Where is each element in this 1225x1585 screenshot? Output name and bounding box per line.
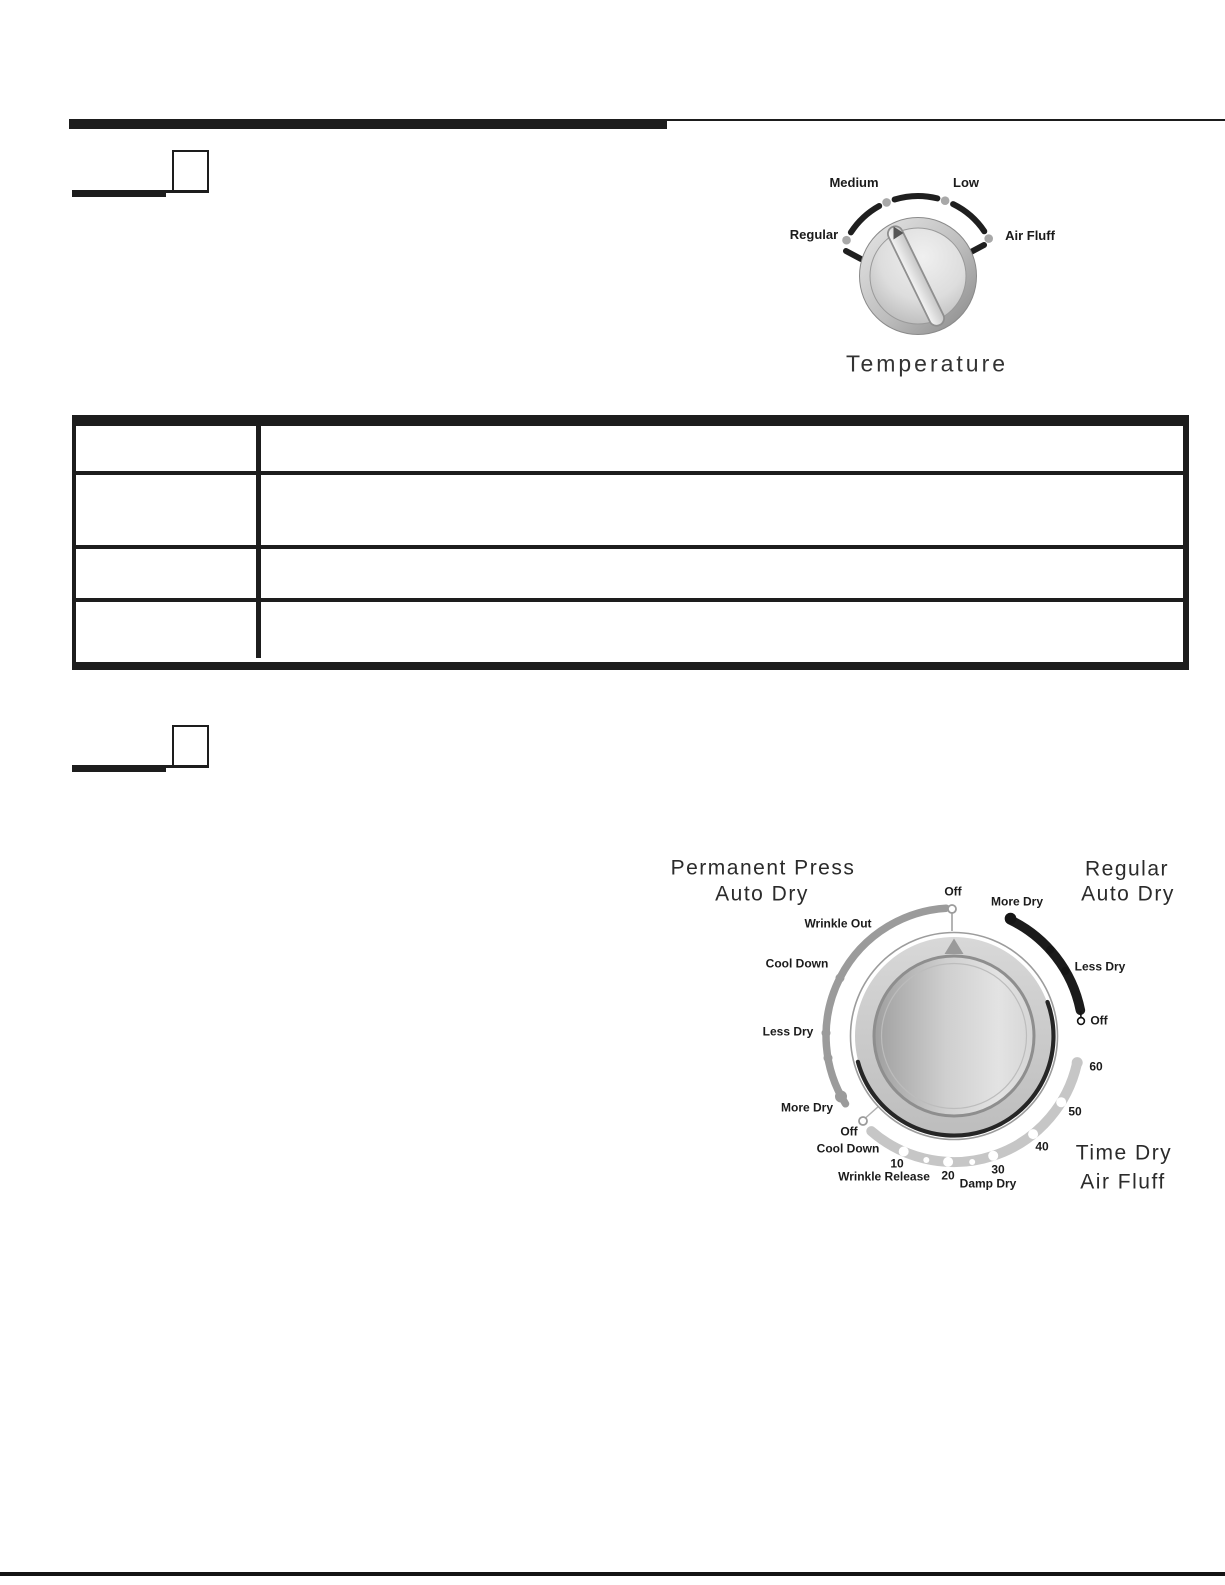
label-50: 50 (1068, 1104, 1082, 1119)
label-less-dry-right: Less Dry (1074, 959, 1126, 974)
setting-dot-30 (988, 1151, 998, 1161)
heading-regular-line2: Auto Dry (1081, 882, 1175, 906)
label-wrinkle-out: Wrinkle Out (804, 916, 872, 931)
setting-dot-cool-down-bottom (899, 1147, 909, 1157)
setting-dot-more-dry (835, 1091, 847, 1103)
label-10: 10 (890, 1156, 904, 1171)
setting-dot-regular (842, 236, 851, 245)
setting-dot-damp-dry (969, 1159, 975, 1165)
cycle-knob-face (874, 956, 1034, 1116)
temperature-dial (842, 196, 993, 334)
off-tick-bottom (866, 1106, 880, 1118)
heading-permanent-press-line1: Permanent Press (670, 856, 856, 880)
label-off-top: Off (944, 884, 962, 899)
label-wrinkle-release: Wrinkle Release (838, 1169, 930, 1184)
label-damp-dry: Damp Dry (959, 1176, 1017, 1191)
temperature-arc-segment (895, 196, 938, 199)
setting-dot-more-dry-right (1005, 913, 1017, 925)
temperature-caption: Temperature (845, 350, 1009, 377)
label-less-dry-left: Less Dry (762, 1024, 814, 1039)
setting-dot-60 (1072, 1057, 1083, 1068)
label-off-bottom: Off (840, 1124, 858, 1139)
setting-dot-50 (1056, 1097, 1066, 1107)
off-tick-right (1081, 1011, 1082, 1017)
label-30: 30 (991, 1162, 1005, 1177)
label-cool-down-bottom: Cool Down (816, 1141, 880, 1156)
setting-dot-less-dry-right (1061, 967, 1069, 975)
label-20: 20 (941, 1168, 955, 1183)
setting-dot-10 (923, 1157, 929, 1163)
setting-dot-40 (1028, 1129, 1038, 1139)
setting-dot-air-fluff (984, 234, 993, 243)
heading-regular-line1: Regular (1084, 857, 1170, 881)
setting-dot-low (941, 196, 950, 205)
setting-dot (1046, 946, 1054, 954)
label-air-fluff: Air Fluff (1005, 227, 1055, 243)
temperature-arc-tick (846, 251, 861, 259)
temperature-arc-segment (953, 204, 984, 231)
temperature-arc-segment (851, 206, 879, 232)
setting-dot-medium (882, 198, 891, 207)
off-dot-bottom (859, 1117, 867, 1125)
label-regular: Regular (789, 226, 839, 242)
label-cool-down-left: Cool Down (765, 956, 829, 971)
label-off-right: Off (1090, 1013, 1108, 1028)
label-medium: Medium (829, 174, 879, 190)
label-40: 40 (1035, 1139, 1049, 1154)
setting-dot-cool-down (836, 974, 845, 983)
setting-dot (824, 1054, 833, 1063)
setting-dot-20 (943, 1157, 953, 1167)
off-dot-top (948, 905, 956, 913)
cycle-dial (822, 905, 1085, 1167)
label-low: Low (953, 174, 979, 190)
setting-dot-less-dry (822, 1029, 831, 1038)
label-more-dry-right: More Dry (990, 894, 1044, 909)
heading-time-dry-line2: Air Fluff (1080, 1170, 1166, 1194)
heading-permanent-press-line2: Auto Dry (715, 882, 809, 906)
label-more-dry-left: More Dry (780, 1100, 834, 1115)
heading-time-dry-line1: Time Dry (1075, 1141, 1173, 1165)
label-60: 60 (1089, 1059, 1103, 1074)
off-dot-right (1078, 1018, 1085, 1025)
